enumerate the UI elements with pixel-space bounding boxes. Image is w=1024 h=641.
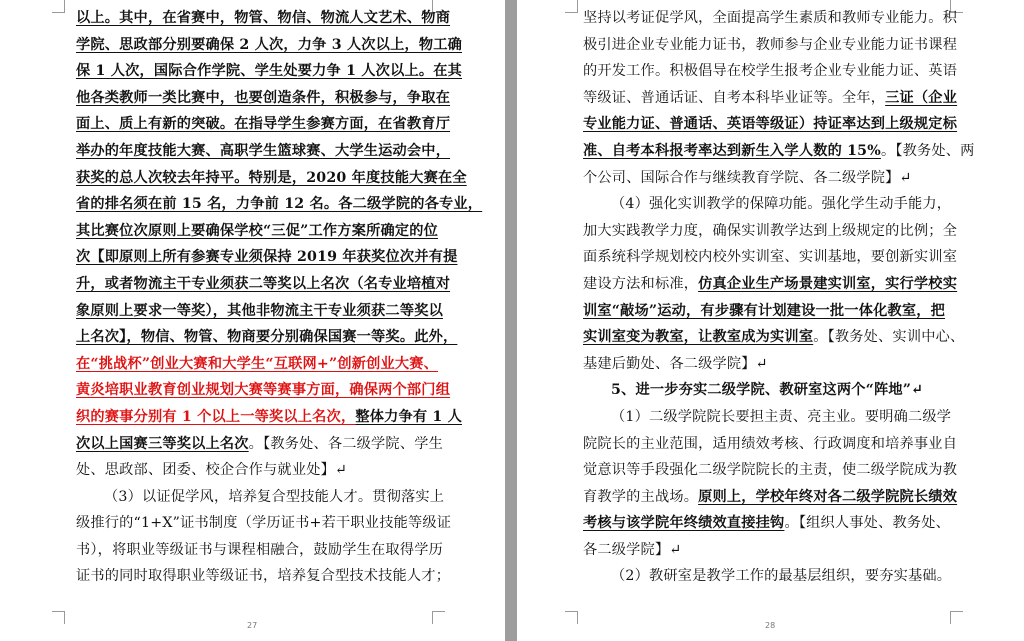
text-line — [583, 324, 965, 351]
text-line — [76, 58, 463, 85]
text-line — [76, 85, 451, 112]
text-segment: 。【教务处、两 — [880, 142, 975, 159]
text-line — [76, 324, 458, 351]
text-line — [76, 191, 483, 218]
text-segment: 觉意识等手段强化二级学院院长的主责，使二级学院成为教 — [583, 462, 958, 479]
page-number: 27 — [247, 621, 258, 630]
text-line — [583, 218, 958, 245]
text-line — [583, 510, 950, 537]
text-segment: 各二级学院】↵ — [583, 541, 682, 558]
text-line — [76, 32, 463, 59]
text-segment: 。【组织人事处、教务处、 — [784, 515, 950, 532]
text-segment: 其比赛位次原则上要确保学校“三促”工作方案所确定的位 — [76, 222, 439, 239]
text-segment: 。【教务处、各二级学院、学生 — [248, 435, 443, 452]
crop-mark — [565, 0, 578, 13]
text-segment: （2）教研室是教学工作的最基层组织，要夯实基础。 — [611, 568, 952, 585]
text-line — [76, 404, 463, 431]
text-segment: 三证（企业 — [885, 89, 958, 106]
text-line — [583, 32, 958, 59]
text-segment: 个公司、国际合作与继续教育学院、各二级学院】↵ — [583, 169, 912, 186]
text-line — [76, 271, 451, 298]
text-line — [583, 431, 958, 458]
text-line — [76, 484, 445, 511]
text-segment: 育教学的主战场。 — [583, 488, 699, 505]
crop-mark — [950, 611, 963, 624]
text-line — [583, 298, 947, 325]
text-segment: 升，或者物流主干专业须获二等奖以上名次（名专业培植对 — [76, 275, 451, 292]
text-line — [583, 111, 958, 138]
text-segment: 面上、质上有新的突破。在指导学生参赛方面，在省教育厅 — [76, 116, 451, 133]
text-segment: 处、思政部、团委、校企合作与就业处】↵ — [76, 462, 348, 479]
text-line — [583, 191, 952, 218]
text-segment: 建设方法和标准， — [583, 275, 699, 292]
text-line — [76, 298, 443, 325]
crop-mark — [52, 0, 65, 13]
text-line — [76, 377, 451, 404]
text-line — [583, 351, 947, 378]
text-line — [76, 431, 443, 458]
text-line — [583, 484, 958, 511]
text-segment: 保 1 人次，国际合作学院、学生处要力争 1 人次以上。在其 — [76, 63, 463, 80]
text-line — [76, 244, 458, 271]
text-segment: 他各类教师一类比赛中，也要创造条件，积极参与，争取在 — [76, 89, 451, 106]
page-number: 28 — [765, 621, 776, 630]
text-segment: 获奖的总人次较去年持平。特别是，2020 年度技能大赛在全 — [76, 169, 467, 186]
text-line — [76, 537, 443, 564]
text-segment: 等级证、普通话证、自考本科毕业证等。全年， — [583, 89, 886, 106]
text-segment: （3）以证促学风，培养复合型技能人才。贯彻落实上 — [104, 488, 445, 505]
text-segment: （1）二级学院院长要担主责、亮主业。要明确二级学 — [611, 408, 952, 425]
text-line — [583, 165, 947, 192]
text-segment: 书），将职业等级证书与课程相融合，鼓励学生在取得学历 — [76, 541, 443, 558]
text-segment: 面系统科学规划校内校外实训室、实训基地，要创新实训室 — [583, 249, 958, 266]
text-segment: 级推行的“1+X”证书制度（学历证书+若干职业技能等级证 — [76, 515, 452, 532]
text-segment: 象原则上要求一等奖），其他非物流主干专业须获二等奖以 — [76, 302, 443, 319]
text-segment: 以上。其中，在省赛中，物管、物信、物流人文艺术、物商 — [76, 10, 451, 26]
text-line — [76, 351, 439, 378]
text-line — [583, 271, 958, 298]
text-line — [583, 377, 947, 404]
text-line — [76, 111, 451, 138]
text-segment: 整体力争有 1 人 — [355, 408, 463, 425]
crop-mark — [52, 611, 65, 624]
text-segment: 极引进企业专业能力证书，教师参与企业专业能力证书课程 — [583, 36, 958, 53]
text-line — [583, 457, 958, 484]
crop-mark — [432, 611, 445, 624]
page-text-right — [583, 5, 975, 590]
text-segment: 上名次】，物信、物管、物商要分别确保国赛一等奖。此外， — [76, 329, 458, 346]
text-segment: 省的排名须在前 15 名，力争前 12 名。各二级学院的各专业， — [76, 196, 483, 213]
text-line — [583, 138, 975, 165]
text-line — [76, 457, 432, 484]
text-segment: 证书的同时取得职业等级证书，培养复合型技术技能人才； — [76, 568, 451, 585]
crop-mark — [565, 611, 578, 624]
text-line — [76, 5, 451, 32]
text-segment: 仿真企业生产场景建实训室，实行学校实 — [698, 275, 958, 292]
text-line — [76, 563, 451, 590]
text-segment: 院院长的主业范围，适用绩效考核、行政调度和培养事业自 — [583, 435, 958, 452]
text-segment: 织的赛事分别有 1 个以上一等奖以上名次， — [76, 408, 356, 425]
text-segment: 举办的年度技能大赛、高职学生篮球赛、大学生运动会中， — [76, 142, 451, 159]
text-segment: 。【教务处、实训中心、 — [813, 329, 965, 346]
text-segment: 专业能力证、普通话、英语等级证）持证率达到上级规定标 — [583, 116, 958, 133]
text-segment: 次以上国赛三等奖以上名次 — [76, 435, 249, 452]
page-gutter — [505, 0, 517, 641]
text-segment: 准、自考本科报考率达到新生入学人数的 15% — [583, 142, 881, 159]
text-line — [583, 5, 958, 32]
text-segment: 基建后勤处、各二级学院】↵ — [583, 355, 768, 372]
text-line — [76, 218, 439, 245]
text-segment: 5、进一步夯实二级学院、教研室这两个“阵地”↵ — [611, 382, 924, 399]
text-line — [583, 58, 958, 85]
text-segment: 的开发工作。积极倡导在校学生报考企业专业能力证、英语 — [583, 63, 958, 80]
text-line — [76, 165, 467, 192]
text-segment: 在“挑战杯”创业大赛和大学生“互联网+”创新创业大赛、 — [76, 355, 439, 372]
text-line — [583, 537, 947, 564]
text-line — [583, 404, 952, 431]
text-line — [583, 244, 958, 271]
text-segment: 加大实践教学力度，确保实训教学达到上级规定的比例；全 — [583, 222, 958, 239]
text-segment: （4）强化实训教学的保障功能。强化学生动手能力， — [611, 196, 952, 213]
text-segment: 训室“敲场”运动，有步骤有计划建设一批一体化教室，把 — [583, 302, 946, 319]
text-segment: 次【即原则上所有参赛专业须保持 2019 年获奖位次并有提 — [76, 249, 458, 266]
page-text-left — [76, 5, 483, 590]
text-segment: 原则上，学校年终对各二级学院院长绩效 — [698, 488, 958, 505]
text-line — [583, 563, 952, 590]
text-line — [76, 138, 451, 165]
text-segment: 黄炎培职业教育创业规划大赛等赛事方面，确保两个部门组 — [76, 382, 451, 399]
text-segment: 学院、思政部分别要确保 2 人次，力争 3 人次以上，物工确 — [76, 36, 463, 53]
text-segment: 考核与该学院年终绩效直接挂钩 — [583, 515, 785, 532]
text-segment: 坚持以考证促学风，全面提高学生素质和教师专业能力。积 — [583, 10, 958, 26]
text-segment: 实训室变为教室，让教室成为实训室 — [583, 329, 814, 346]
text-line — [76, 510, 452, 537]
text-line — [583, 85, 958, 112]
